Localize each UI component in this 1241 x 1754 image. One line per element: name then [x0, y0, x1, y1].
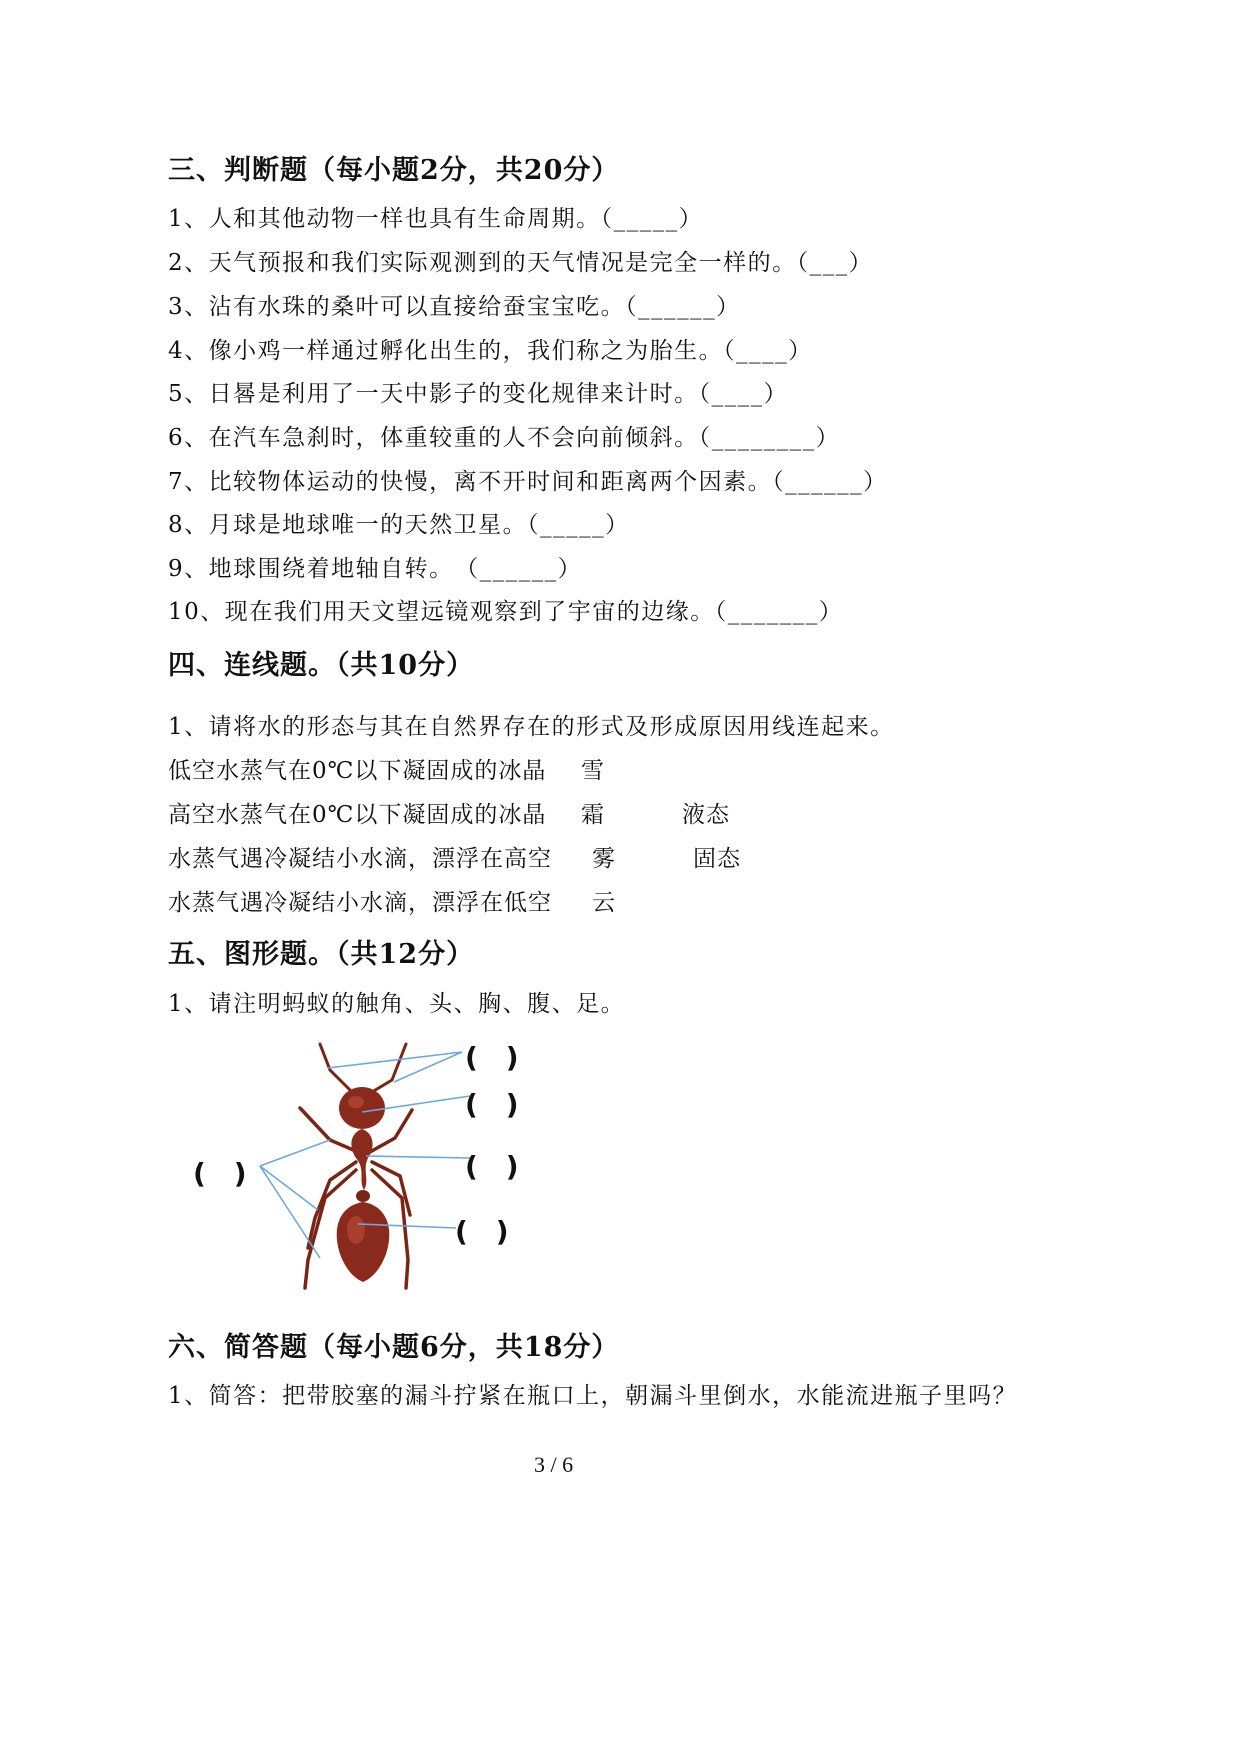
label-blank-legs[interactable]: ( )	[193, 1157, 247, 1190]
section-4-title: 四、连线题。（共10分）	[168, 650, 475, 681]
s3-item-10: 10、现在我们用天文望远镜观察到了宇宙的边缘。（_______）	[168, 599, 844, 625]
label-blank-abdomen[interactable]: ( )	[455, 1215, 509, 1248]
ant-thorax	[351, 1129, 372, 1190]
s4-cause-3: 水蒸气遇冷凝结小水滴，漂浮在高空	[168, 846, 552, 872]
s6-question: 1、简答：把带胶塞的漏斗拧紧在瓶口上，朝漏斗里倒水，水能流进瓶子里吗？	[168, 1383, 1018, 1409]
s4-state-2: 固态	[693, 846, 741, 872]
s3-item-7: 7、比较物体运动的快慢，离不开时间和距离两个因素。（______）	[168, 469, 888, 495]
s4-question: 1、请将水的形态与其在自然界存在的形式及形成原因用线连起来。	[168, 714, 895, 740]
page-number: 3 / 6	[534, 1452, 574, 1477]
s4-state-1: 液态	[682, 802, 730, 828]
label-blank-antenna[interactable]: ( )	[465, 1041, 519, 1074]
label-blank-head[interactable]: ( )	[465, 1088, 519, 1121]
s3-item-2: 2、天气预报和我们实际观测到的天气情况是完全一样的。（___）	[168, 250, 874, 276]
s4-form-4: 云	[592, 890, 616, 916]
s4-form-3: 雾	[592, 846, 616, 872]
s3-item-3: 3、沾有水珠的桑叶可以直接给蚕宝宝吃。（______）	[168, 294, 741, 320]
s4-form-1: 雪	[581, 758, 605, 784]
ant-abdomen	[337, 1202, 390, 1282]
section-3-title: 三、判断题（每小题2分，共20分）	[168, 155, 620, 186]
s4-cause-1: 低空水蒸气在0℃以下凝固成的冰晶	[168, 758, 547, 784]
s3-item-5: 5、日晷是利用了一天中影子的变化规律来计时。（____）	[168, 381, 789, 407]
s3-item-8: 8、月球是地球唯一的天然卫星。（_____）	[168, 512, 630, 538]
s4-cause-2: 高空水蒸气在0℃以下凝固成的冰晶	[168, 802, 547, 828]
s3-item-4: 4、像小鸡一样通过孵化出生的，我们称之为胎生。（____）	[168, 338, 813, 364]
s3-item-9: 9、地球围绕着地轴自转。 （______）	[168, 556, 583, 582]
ant-head	[339, 1087, 385, 1129]
s4-cause-4: 水蒸气遇冷凝结小水滴，漂浮在低空	[168, 890, 552, 916]
s4-form-2: 霜	[581, 802, 605, 828]
s3-item-1: 1、人和其他动物一样也具有生命周期。（_____）	[168, 206, 704, 232]
s3-item-6: 6、在汽车急刹时，体重较重的人不会向前倾斜。（________）	[168, 425, 841, 451]
s5-question: 1、请注明蚂蚁的触角、头、胸、腹、足。	[168, 991, 626, 1017]
section-6-title: 六、简答题（每小题6分，共18分）	[168, 1332, 620, 1363]
label-blank-thorax[interactable]: ( )	[465, 1150, 519, 1183]
section-5-title: 五、图形题。（共12分）	[168, 939, 475, 970]
